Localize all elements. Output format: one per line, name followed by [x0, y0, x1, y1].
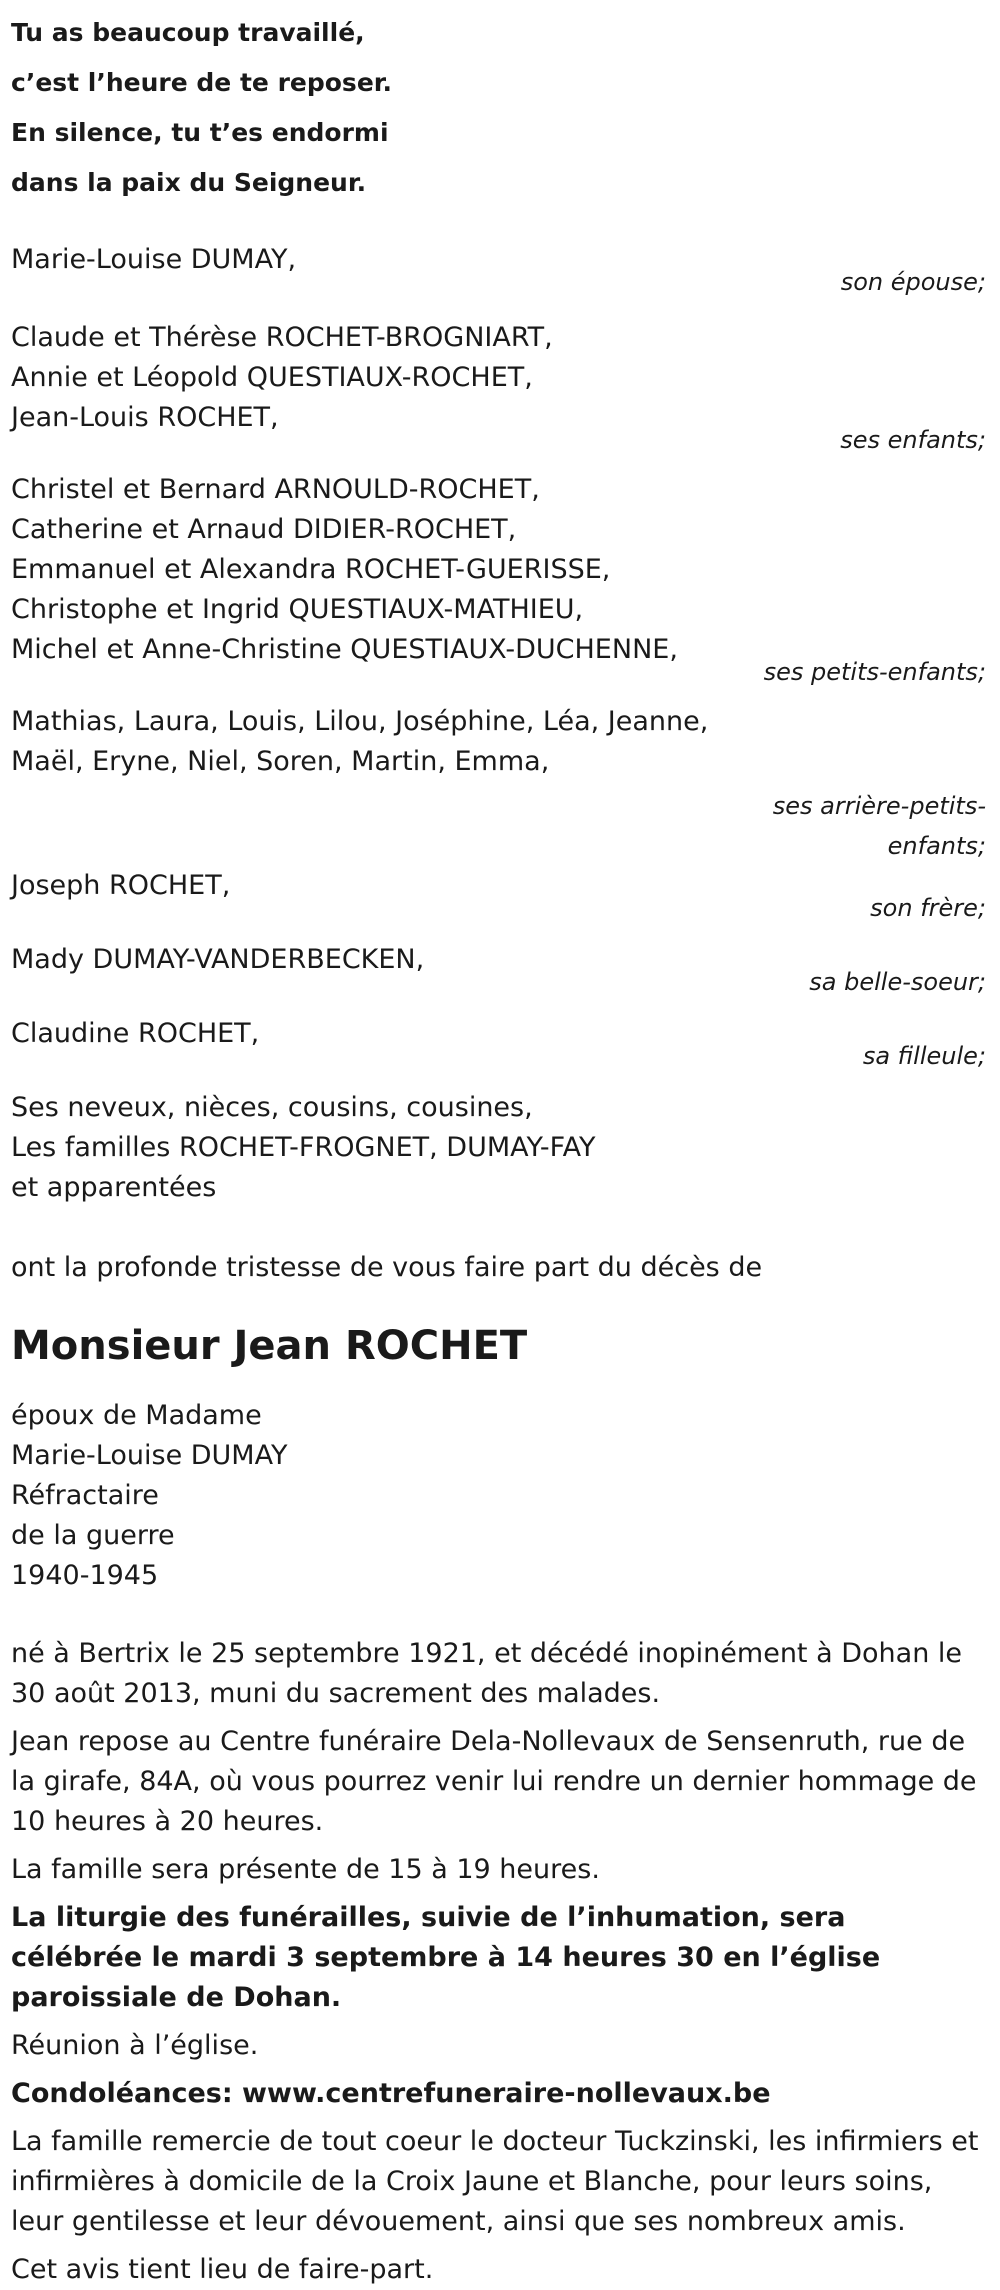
family-role: sa belle-soeur;: [809, 968, 986, 996]
poem-line: c’est l’heure de te reposer.: [11, 68, 393, 97]
family-role: son épouse;: [840, 268, 986, 296]
poem-line: En silence, tu t’es endormi: [11, 118, 389, 147]
family-group-great-grandchildren: [11, 702, 986, 866]
detail-line: 1940-1945: [11, 1560, 159, 1591]
relatives-line: et apparentées: [11, 1172, 217, 1203]
family-name: Claude et Thérèse ROCHET-BROGNIART,: [11, 322, 553, 353]
paragraph-birth-death: né à Bertrix le 25 septembre 1921, et décédé inopinément à Dohan le 30 août 2013, muni du sacrement des malades.: [11, 1638, 962, 1709]
poem: [11, 8, 986, 208]
paragraph-rest-place: Jean repose au Centre funéraire Dela-Nollevaux de Sensenruth, rue de la girafe, 84A, où vous pourrez venir lui rendre un dernier hommage de 10 heures à 20 heures.: [11, 1726, 977, 1837]
family-name: Annie et Léopold QUESTIAUX-ROCHET,: [11, 362, 533, 393]
poem-line: dans la paix du Seigneur.: [11, 168, 367, 197]
detail-line: de la guerre: [11, 1520, 175, 1551]
family-role: ses enfants;: [840, 426, 986, 454]
family-group-spouse: [11, 240, 986, 302]
family-role-line: ses arrière-petits-: [772, 792, 986, 820]
family-role: sa filleule;: [862, 1042, 986, 1070]
detail-line: Réfractaire: [11, 1480, 159, 1511]
detail-line: époux de Madame: [11, 1400, 262, 1431]
family-name: Mady DUMAY-VANDERBECKEN,: [11, 944, 425, 975]
family-name: Emmanuel et Alexandra ROCHET-GUERISSE,: [11, 554, 611, 585]
relatives-line: Les familles ROCHET-FROGNET, DUMAY-FAY: [11, 1132, 596, 1163]
paragraph-notice: Cet avis tient lieu de faire-part.: [11, 2254, 434, 2285]
paragraph-condolences: Condoléances: www.centrefuneraire-nollevaux.be: [11, 2078, 771, 2109]
family-name: Jean-Louis ROCHET,: [11, 402, 279, 433]
family-name: Marie-Louise DUMAY,: [11, 244, 297, 275]
family-name: Joseph ROCHET,: [11, 870, 231, 901]
paragraph-liturgy: La liturgie des funérailles, suivie de l’inhumation, sera célébrée le mardi 3 septembre à 14 heures 30 en l’église paroissiale de Dohan.: [11, 1902, 881, 2013]
paragraph-family-present: La famille sera présente de 15 à 19 heures.: [11, 1854, 600, 1885]
relatives: [11, 1088, 986, 1208]
family-role: ses petits-enfants;: [763, 658, 986, 686]
family-name: Michel et Anne-Christine QUESTIAUX-DUCHENNE,: [11, 634, 678, 665]
deceased-details: [11, 1396, 986, 1596]
family-name: Christel et Bernard ARNOULD-ROCHET,: [11, 474, 540, 505]
family-group-brother: [11, 866, 986, 928]
family-name: Claudine ROCHET,: [11, 1018, 260, 1049]
family-group-sister-in-law: [11, 940, 986, 1002]
family-role: [11, 786, 986, 866]
deceased-name: Monsieur Jean ROCHET: [11, 1323, 528, 1369]
family-name: Catherine et Arnaud DIDIER-ROCHET,: [11, 514, 517, 545]
relatives-line: Ses neveux, nièces, cousins, cousines,: [11, 1092, 533, 1123]
detail-line: Marie-Louise DUMAY: [11, 1440, 288, 1471]
family-group-goddaughter: [11, 1014, 986, 1076]
family-role: son frère;: [870, 894, 986, 922]
family-name: Christophe et Ingrid QUESTIAUX-MATHIEU,: [11, 594, 584, 625]
announcement: ont la profonde tristesse de vous faire part du décès de: [11, 1252, 763, 1283]
paragraph-meeting: Réunion à l’église.: [11, 2030, 259, 2061]
family-name: Mathias, Laura, Louis, Lilou, Joséphine, Léa, Jeanne,: [11, 706, 709, 737]
poem-line: Tu as beaucoup travaillé,: [11, 18, 365, 47]
paragraph-thanks: La famille remercie de tout coeur le docteur Tuckzinski, les infirmiers et infirmières à domicile de la Croix Jaune et Blanche, pour leurs soins, leur gentilesse et leur dévouement, ainsi que ses nombreux amis.: [11, 2126, 979, 2237]
family-role-line: enfants;: [887, 832, 986, 860]
family-group-grandchildren: [11, 470, 986, 692]
family-name: Maël, Eryne, Niel, Soren, Martin, Emma,: [11, 746, 550, 777]
family-group-children: [11, 318, 986, 460]
